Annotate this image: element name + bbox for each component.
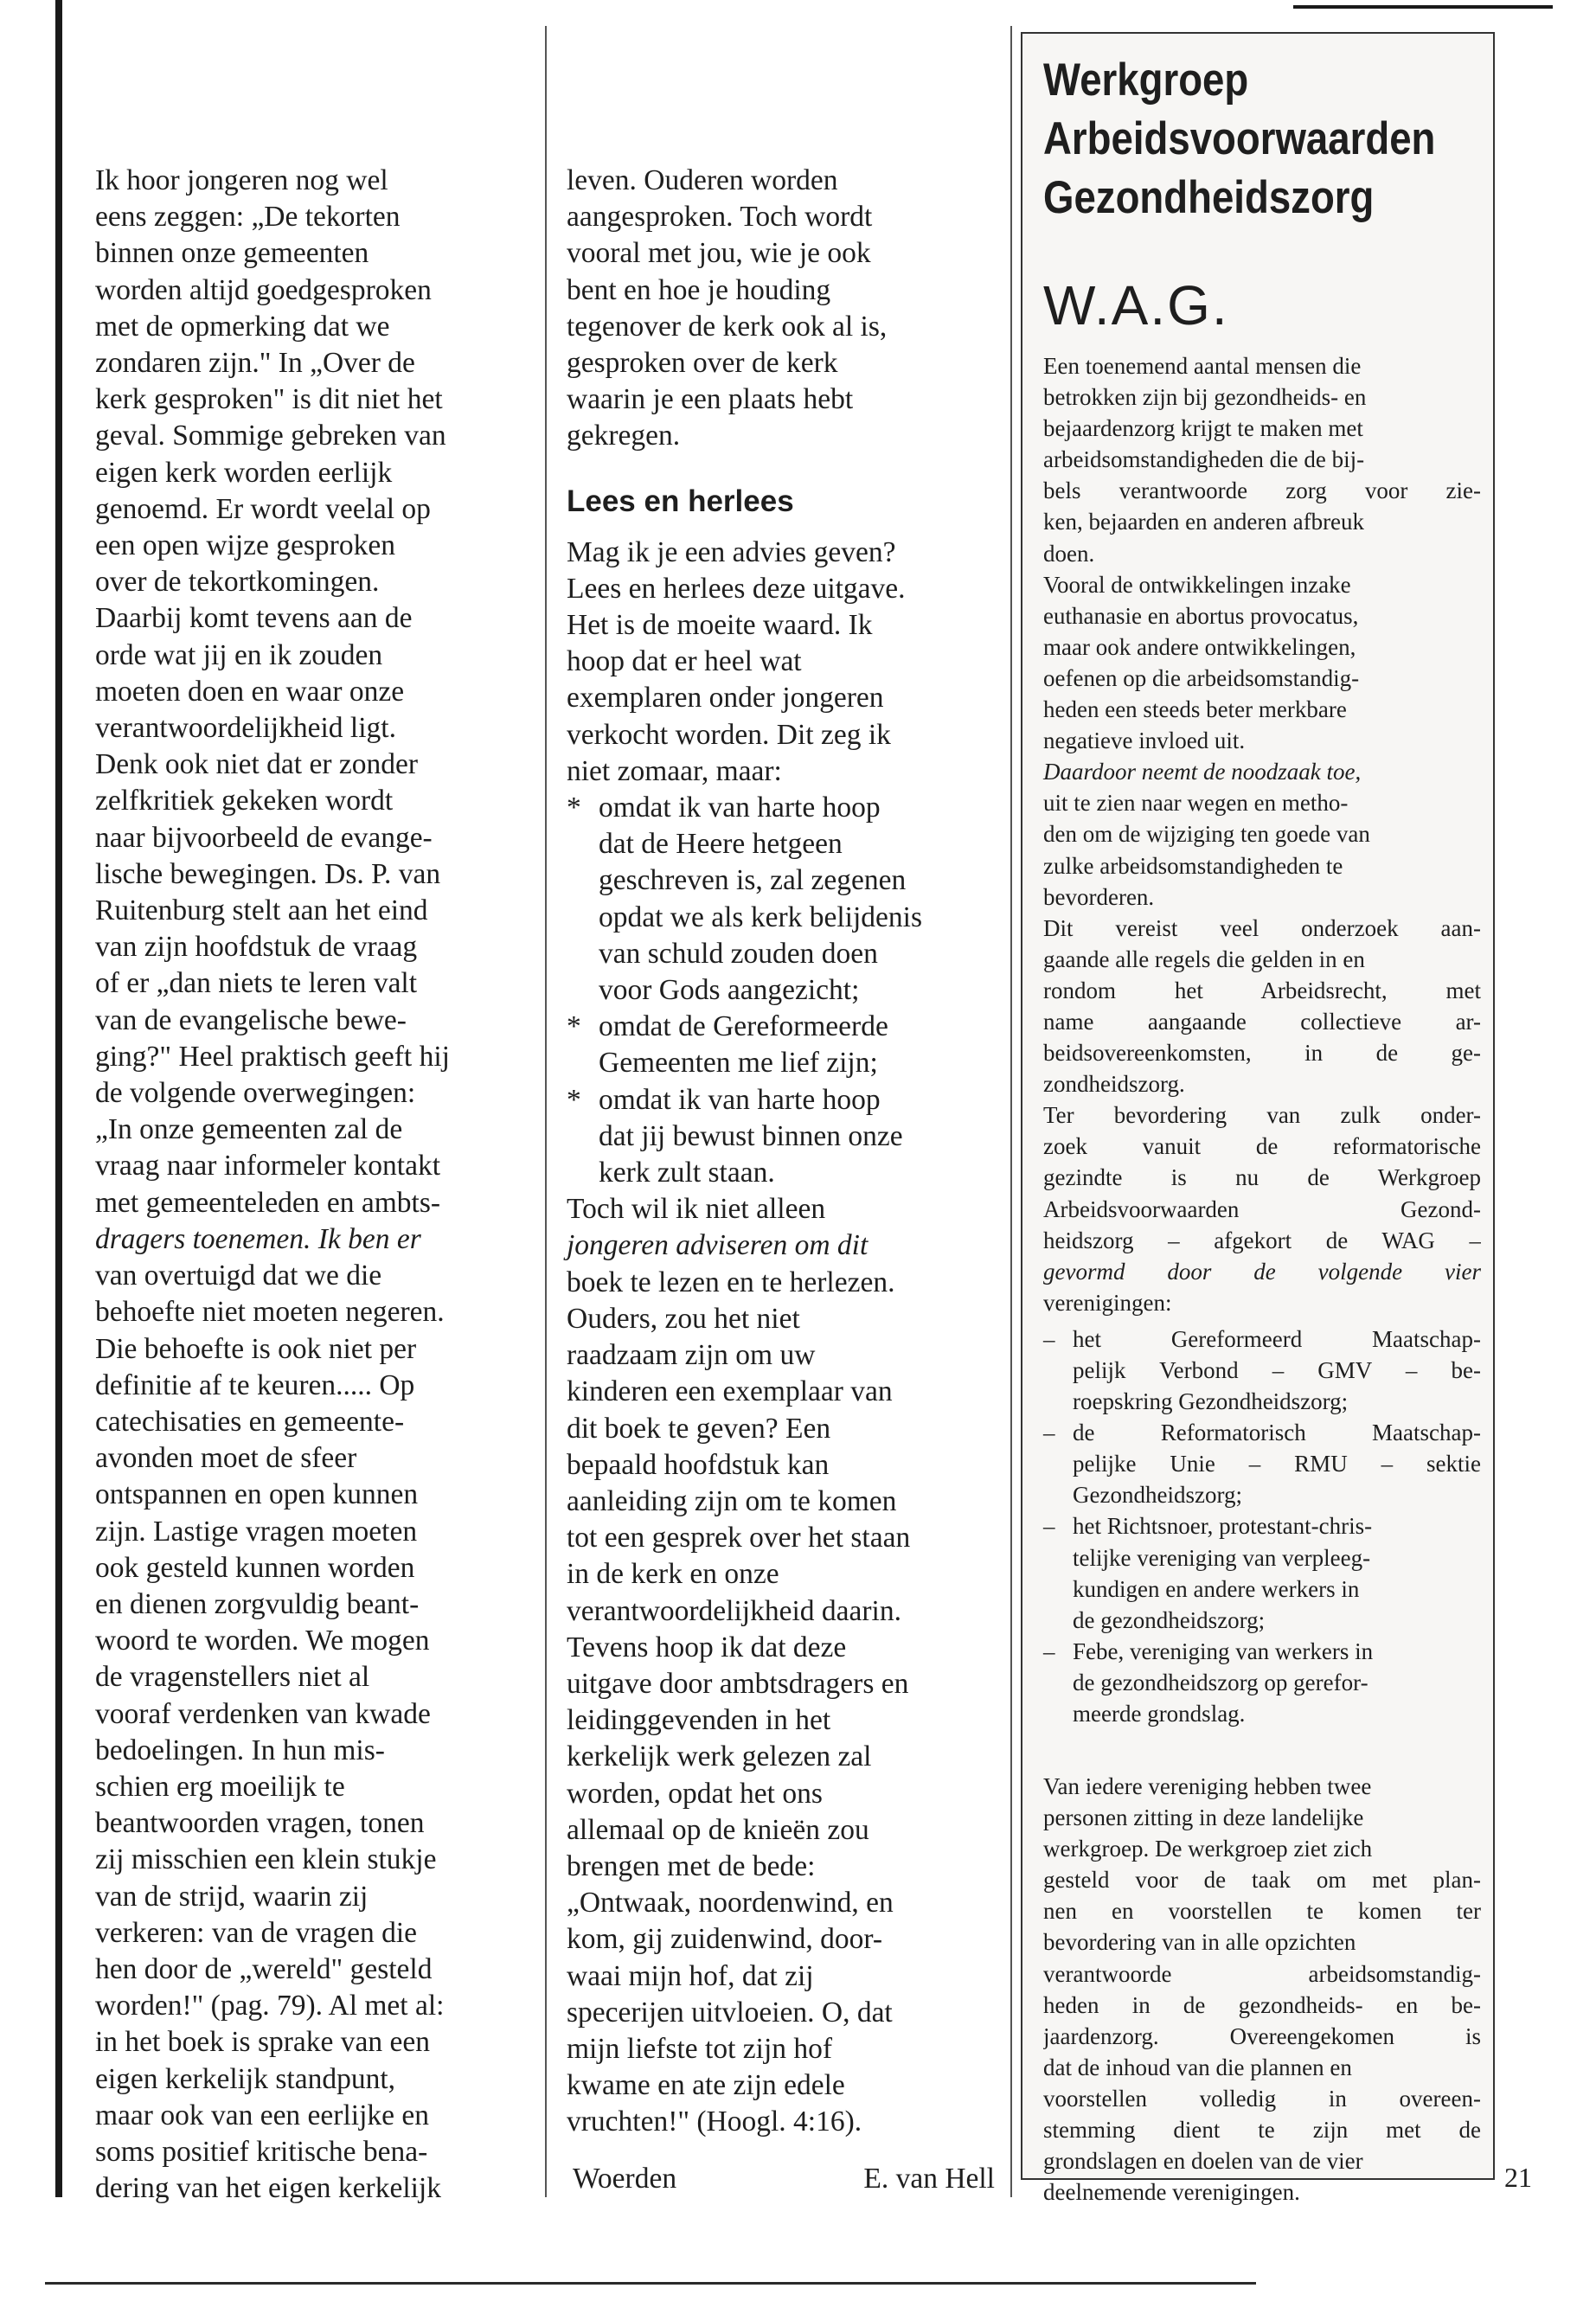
column2-end-text [567,1191,1003,2140]
text-line: Het is de moeite waard. Ik [567,609,873,642]
article-column-2 [567,163,1003,2141]
sidebar-title-line: Gezondheidszorg [1043,172,1375,223]
text-line: zij misschien een klein stukje [95,1843,437,1876]
sidebar-paragraph-1 [1043,350,1481,1318]
member-line: pelijk Verbond – GMV – be- [1073,1357,1481,1383]
member-item [1043,1636,1481,1729]
text-line: met gemeenteleden en ambts- [95,1186,441,1219]
member-line: roepskring Gezondheidszorg; [1073,1388,1349,1415]
text-line: van de evangelische bewe- [95,1003,407,1036]
text-line: Ruitenburg stelt aan het eind [95,894,428,927]
text-line: eens zeggen: „De tekorten [95,201,401,234]
column2-top-text [567,163,1003,455]
article-column-1 [95,163,528,2207]
bullet-list [567,790,1003,1191]
sidebar-abbreviation: W.A.G. [1043,274,1229,336]
bullet-line: Gemeenten me lief zijn; [599,1047,878,1080]
text-line: dering van het eigen kerkelijk [95,2172,441,2205]
text-line: specerijen uitvloeien. O, dat [567,1996,893,2029]
text-line: hoop dat er heel wat [567,645,802,678]
text-line: over de tekortkomingen. [95,566,380,599]
sidebar-text-line: grondslagen en doelen van de vier [1043,2148,1363,2175]
text-line: schien erg moeilijk te [95,1770,345,1803]
sidebar-title-line: Arbeidsvoorwaarden [1043,113,1436,164]
author-signature [573,2161,995,2197]
sidebar-text-line: doen. [1043,540,1095,567]
text-line: woord te worden. We mogen [95,1625,430,1657]
dash-bullet-icon: – [1043,1325,1055,1352]
bullet-item [567,1009,1003,1081]
bullet-item [567,790,1003,1009]
subheading-lees-en-herlees: Lees en herlees [567,484,794,518]
text-line: boek te lezen en te herlezen. [567,1266,895,1298]
dash-bullet-icon: – [1043,1420,1055,1446]
text-line: worden!" (pag. 79). Al met al: [95,1990,445,2022]
sidebar-text-line: bejaardenzorg krijgt te maken met [1043,415,1363,442]
text-line: avonden moet de sfeer [95,1442,357,1475]
text-line: maar ook van een eerlijke en [95,2099,429,2131]
text-line: worden, opdat het ons [567,1777,823,1810]
text-line: definitie af te keuren..... Op [95,1368,415,1401]
text-line: met de opmerking dat we [95,310,390,343]
sidebar-text-line: beidsovereenkomsten, in de ge- [1043,1040,1481,1067]
sidebar-text-line: bevorderen. [1043,883,1155,910]
sidebar-text-line: heden in de gezondheids- en be- [1043,1991,1481,2018]
member-line: het Richtsnoer, protestant-chris- [1073,1513,1373,1540]
member-line: de gezondheidszorg; [1073,1606,1266,1633]
sidebar-text-line: bels verantwoorde zorg voor zie- [1043,478,1481,504]
sidebar-text-line: zoek vanuit de reformatorische [1043,1133,1481,1160]
asterisk-bullet-icon: * [567,792,581,824]
text-line: bent en hoe je houding [567,273,831,306]
text-line: vooral met jou, wie je ook [567,237,871,270]
member-line: Febe, vereniging van werkers in [1073,1638,1374,1664]
text-line: aanleiding zijn om te komen [567,1484,897,1517]
sidebar-text-line: jaardenzorg. Overeengekomen is [1043,2022,1481,2049]
text-line: en dienen zorgvuldig beant- [95,1587,420,1620]
text-line: waai mijn hof, dat zij [567,1959,814,1992]
sidebar-text-line: Arbeidsvoorwaarden Gezond- [1043,1195,1481,1222]
sidebar-text-line: dat de inhoud van die plannen en [1043,2054,1352,2080]
text-line: zijn. Lastige vragen moeten [95,1515,418,1548]
member-line: de gezondheidszorg op gerefor- [1073,1669,1368,1695]
text-line: tegenover de kerk ook al is, [567,310,888,343]
sidebar-text-line: Een toenemend aantal mensen die [1043,353,1362,379]
member-line: pelijke Unie – RMU – sektie [1073,1451,1481,1477]
text-line: bepaald hoofdstuk kan [567,1448,830,1481]
text-line: Daarbij komt tevens aan de [95,602,413,635]
bullet-line: opdat we als kerk belijdenis [599,901,922,933]
text-line: een open wijze gesproken [95,529,395,562]
member-line: het Gereformeerd Maatschap- [1073,1325,1481,1352]
sidebar-text-line: heden een steeds beter merkbare [1043,696,1347,723]
text-line: waarin je een plaats hebt [567,383,854,416]
dash-bullet-icon: – [1043,1638,1055,1664]
text-line: ontspannen en open kunnen [95,1478,419,1511]
text-line: verkocht worden. Dit zeg ik [567,718,891,751]
text-line: verantwoordelijkheid daarin. [567,1594,901,1627]
sidebar-text-line: zondheidszorg. [1043,1071,1185,1098]
sidebar-text-line: gesteld voor de taak om met plan- [1043,1867,1481,1894]
text-line: gekregen. [567,420,681,452]
text-line: moeten doen en waar onze [95,675,405,708]
asterisk-bullet-icon: * [567,1083,581,1116]
text-line: lische bewegingen. Ds. P. van [95,857,441,890]
sidebar-text-line: verantwoorde arbeidsomstandig- [1043,1960,1481,1987]
text-line: dragers toenemen. Ik ben er [95,1222,421,1255]
text-line: zondaren zijn." In „Over de [95,347,415,380]
text-line: naar bijvoorbeeld de evange- [95,821,433,854]
member-line: de Reformatorisch Maatschap- [1073,1420,1481,1446]
bullet-line: dat de Heere hetgeen [599,828,843,861]
text-line: van zijn hoofdstuk de vraag [95,931,418,964]
sidebar-text-line: Van iedere vereniging hebben twee [1043,1773,1372,1799]
bullet-line: van schuld zouden doen [599,937,878,970]
sidebar-text-line: uit te zien naar wegen en metho- [1043,790,1349,817]
sidebar-text-line: zulke arbeidsomstandigheden te [1043,852,1343,879]
text-line: bedoelingen. In hun mis- [95,1734,385,1766]
text-line: niet zomaar, maar: [567,754,782,787]
text-line: uitgave door ambtsdragers en [567,1667,909,1700]
sidebar-text-line: gezindte is nu de Werkgroep [1043,1164,1481,1191]
column-divider-1 [545,26,547,2197]
bullet-line: geschreven is, zal zegenen [599,864,907,897]
bullet-line: kerk zult staan. [599,1157,775,1189]
text-line: kinderen een exemplaar van [567,1375,893,1408]
text-line: kom, gij zuidenwind, door- [567,1923,882,1956]
member-line: Gezondheidszorg; [1073,1482,1242,1509]
sidebar-text-line: gevormd door de volgende vier [1043,1258,1481,1285]
text-line: leidinggevenden in het [567,1704,831,1737]
bottom-rule [45,2282,1256,2285]
text-line: kwame en ate zijn edele [567,2069,845,2102]
member-list [1043,1324,1481,1729]
sidebar-text-line: name aangaande collectieve ar- [1043,1008,1481,1035]
bullet-line: omdat ik van harte hoop [599,1083,881,1116]
text-line: Die behoefte is ook niet per [95,1332,417,1365]
sidebar-text-line: heidszorg – afgekort de WAG – [1043,1227,1481,1253]
text-line: van de strijd, waarin zij [95,1880,369,1913]
text-line: hen door de „wereld" gesteld [95,1952,433,1985]
text-line: worden altijd goedgesproken [95,273,432,306]
text-line: soms positief kritische bena- [95,2135,428,2168]
text-line: behoefte niet moeten negeren. [95,1296,445,1329]
sidebar-text-line: verenigingen: [1043,1289,1172,1316]
text-line: de vragenstellers niet al [95,1661,370,1694]
text-line: vraag naar informeler kontakt [95,1150,441,1183]
text-line: jongeren adviseren om dit [567,1229,869,1262]
left-margin-rule [55,0,62,2197]
text-line: Ouders, zou het niet [567,1302,800,1335]
sidebar-text-line: oefenen op die arbeidsomstandig- [1043,664,1360,691]
text-line: verantwoordelijkheid ligt. [95,712,396,745]
text-line: ging?" Heel praktisch geeft hij [95,1040,450,1073]
bullet-line: omdat de Gereformeerde [599,1010,888,1043]
sidebar-text-line: nen en voorstellen te komen ter [1043,1898,1481,1925]
sidebar-text-line: Dit vereist veel onderzoek aan- [1043,914,1481,941]
sidebar-text-line: rondom het Arbeidsrecht, met [1043,977,1481,1003]
text-line: dit boek te geven? Een [567,1412,831,1445]
text-line: Toch wil ik niet alleen [567,1193,826,1226]
text-line: raadzaam zijn om uw [567,1339,816,1372]
text-line: in de kerk en onze [567,1558,779,1591]
sidebar-body [1043,350,1481,1729]
text-line: of er „dan niets te leren valt [95,967,418,1000]
member-item [1043,1510,1481,1635]
member-line: meerde grondslag. [1073,1701,1246,1727]
sidebar-text-line: bevordering van in alle opzichten [1043,1929,1356,1956]
sidebar-text-line: personen zitting in deze landelijke [1043,1804,1364,1831]
text-line: vruchten!" (Hoogl. 4:16). [567,2106,862,2138]
text-line: kerkelijk werk gelezen zal [567,1740,872,1773]
column2-intro-text [567,535,1003,790]
sidebar-text-line: Vooral de ontwikkelingen inzake [1043,571,1351,598]
sidebar-text-line: ken, bejaarden en anderen afbreuk [1043,509,1365,535]
text-line: eigen kerk worden eerlijk [95,456,393,489]
sidebar-text-line: werkgroep. De werkgroep ziet zich [1043,1836,1373,1862]
text-line: Tevens hoop ik dat deze [567,1631,847,1663]
asterisk-bullet-icon: * [567,1010,581,1043]
sidebar-text-line: stemming dient te zijn met de [1043,2117,1481,2144]
page-number: 21 [1504,2162,1532,2193]
bullet-line: voor Gods aangezicht; [599,974,860,1007]
sidebar-text-line: voorstellen volledig in overeen- [1043,2085,1481,2112]
text-line: zelfkritiek gekeken wordt [95,785,394,817]
text-line: tot een gesprek over het staan [567,1522,911,1554]
member-item [1043,1324,1481,1417]
text-line: exemplaren onder jongeren [567,682,884,715]
sidebar-text-line: den om de wijziging ten goede van [1043,821,1370,848]
text-line: binnen onze gemeenten [95,237,369,270]
text-line: genoemd. Er wordt veelal op [95,492,431,525]
text-line: gesproken over de kerk [567,347,838,380]
text-line: beantwoorden vragen, tonen [95,1807,425,1840]
sidebar-title-line: Werkgroep [1043,54,1249,106]
dash-bullet-icon: – [1043,1513,1055,1540]
text-line: leven. Ouderen worden [567,164,838,196]
text-line: geval. Sommige gebreken van [95,420,446,452]
member-line: kundigen en andere werkers in [1073,1575,1360,1602]
wag-sidebar-box [1021,32,1495,2206]
text-line: vooraf verdenken van kwade [95,1697,431,1730]
column-divider-2 [1010,26,1012,2197]
sidebar-title [1043,51,1435,228]
text-line: „Ontwaak, noordenwind, en [567,1887,894,1920]
sidebar-text-line: Daardoor neemt de noodzaak toe, [1043,759,1362,785]
text-line: van overtuigd dat we die [95,1259,382,1292]
text-line: verkeren: van de vragen die [95,1916,418,1949]
text-line: brengen met de bede: [567,1849,816,1882]
sidebar-text-line: betrokken zijn bij gezondheids- en [1043,384,1367,411]
sidebar-text-line: euthanasie en abortus provocatus, [1043,602,1359,629]
sidebar-text-line: arbeidsomstandigheden die de bij- [1043,446,1365,473]
sidebar-text-line: maar ook andere ontwikkelingen, [1043,633,1356,660]
text-line: Lees en herlees deze uitgave. [567,572,906,605]
text-line: ook gesteld kunnen worden [95,1551,415,1584]
text-line: catechisaties en gemeente- [95,1405,405,1438]
text-line: orde wat jij en ik zouden [95,638,383,671]
sidebar-text-line: Ter bevordering van zulk onder- [1043,1102,1481,1129]
member-line: telijke vereniging van verpleeg- [1073,1544,1371,1571]
text-line: de volgende overwegingen: [95,1077,416,1110]
column1-text [95,163,528,2207]
signature-name: E. van Hell [863,2163,995,2195]
top-corner-rule [1293,5,1553,9]
text-line: Ik hoor jongeren nog wel [95,164,388,196]
sidebar-text-line: deelnemende verenigingen. [1043,2179,1300,2206]
text-line: kerk gesproken" is dit niet het [95,383,443,416]
bullet-item [567,1082,1003,1192]
text-line: allemaal op de knieën zou [567,1813,869,1846]
sidebar-paragraph-2 [1043,1771,1481,2208]
bullet-line: dat jij bewust binnen onze [599,1119,903,1152]
text-line: eigen kerkelijk standpunt, [95,2062,396,2095]
text-line: mijn liefste tot zijn hof [567,2032,833,2065]
sidebar-text-line: negatieve invloed uit. [1043,727,1246,754]
sidebar-text-line: gaande alle regels die gelden in en [1043,945,1365,972]
text-line: Denk ook niet dat er zonder [95,748,419,781]
member-item [1043,1417,1481,1510]
text-line: „In onze gemeenten zal de [95,1113,403,1146]
bullet-line: omdat ik van harte hoop [599,792,881,824]
text-line: in het boek is sprake van een [95,2026,430,2059]
text-line: aangesproken. Toch wordt [567,201,873,234]
text-line: Mag ik je een advies geven? [567,535,896,568]
signature-place: Woerden [573,2163,677,2195]
